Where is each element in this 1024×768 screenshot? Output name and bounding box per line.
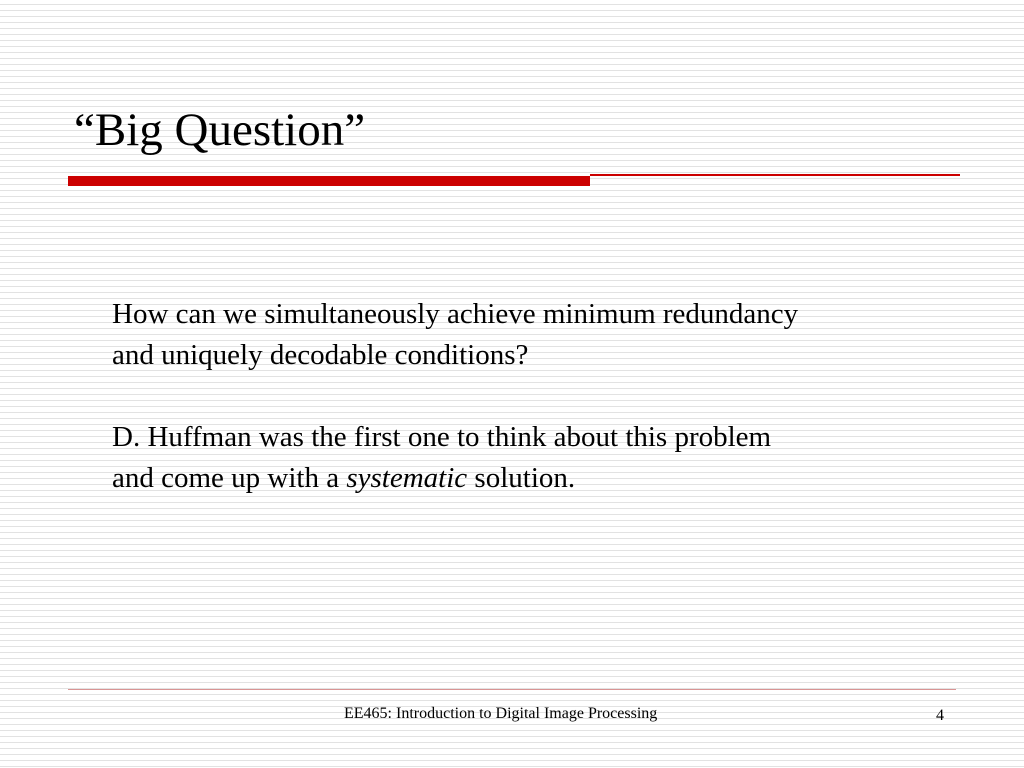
question-paragraph [112,294,952,376]
footer-course-title: EE465: Introduction to Digital Image Processing [344,705,658,722]
huffman-line-1: D. Huffman was the first one to think about this problem [112,421,772,453]
emphasis-systematic: systematic [346,462,468,494]
slide-body [112,294,952,499]
huffman-paragraph [112,417,952,499]
huffman-line-2-start: and come up with a [112,462,347,494]
slide-title: “Big Question” [74,104,366,156]
title-underline-thick [68,176,590,186]
footer-divider [68,689,956,690]
slide-page-number: 4 [936,707,944,724]
question-line-2: and uniquely decodable conditions? [112,339,529,371]
question-line-1: How can we simultaneously achieve minimum redundancy [112,298,799,330]
huffman-line-2-end: solution. [467,462,576,494]
huffman-line-2 [112,458,952,499]
title-underline-thin [590,174,960,176]
